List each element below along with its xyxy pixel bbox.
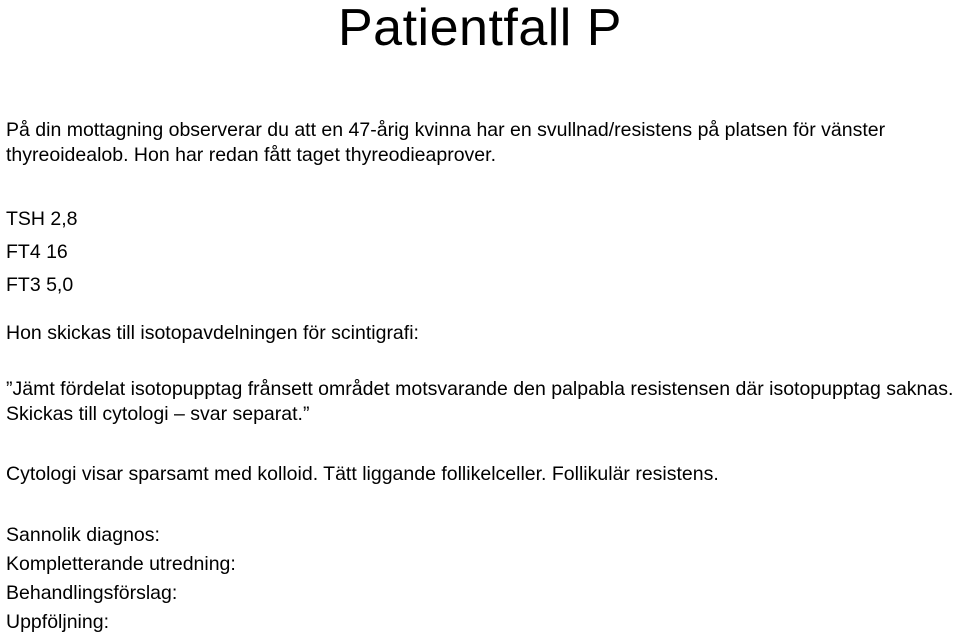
question-list — [6, 521, 236, 637]
lab-value-tsh: TSH 2,8 — [6, 208, 78, 230]
cytology-result: Cytologi visar sparsamt med kolloid. Tätt liggande follikelceller. Follikulär resistens. — [6, 463, 719, 485]
question-diagnosis: Sannolik diagnos: — [6, 524, 160, 546]
question-treatment: Behandlingsförslag: — [6, 582, 178, 604]
question-workup: Kompletterande utredning: — [6, 553, 236, 575]
lab-value-ft4: FT4 16 — [6, 241, 68, 263]
lab-value-ft3: FT3 5,0 — [6, 274, 74, 296]
slide-title: Patientfall P — [338, 0, 622, 57]
question-followup: Uppföljning: — [6, 611, 109, 633]
referral-text: Hon skickas till isotopavdelningen för scintigrafi: — [6, 322, 419, 344]
scintigraphy-result: ”Jämt fördelat isotopupptag frånsett området motsvarande den palpabla resistensen där isotopupptag saknas. Skickas till cytologi – svar separat.” — [6, 378, 954, 425]
intro-paragraph: På din mottagning observerar du att en 47-årig kvinna har en svullnad/resistens på platsen för vänster thyreoidealob. Hon har redan fått taget thyreodieaprover. — [6, 119, 886, 166]
lab-values — [6, 203, 78, 302]
